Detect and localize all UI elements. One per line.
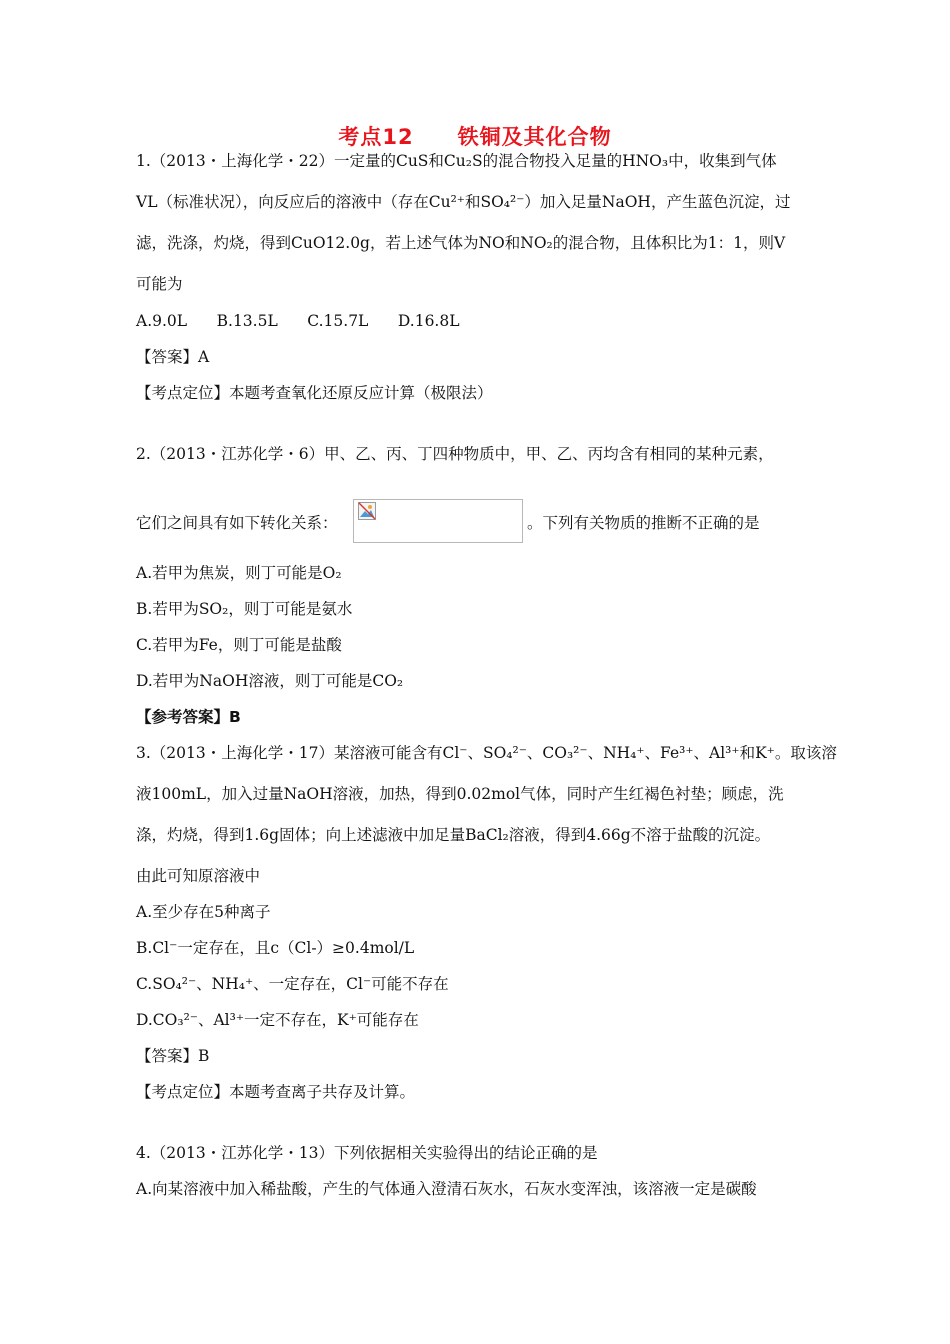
q3-option-b: B.Cl⁻一定存在，且c（Cl-）≥0.4mol/L [136, 939, 415, 957]
q2-option-d: D.若甲为NaOH溶液，则丁可能是CO₂ [136, 672, 404, 690]
q1-point: 【考点定位】本题考查氧化还原反应计算（极限法） [136, 384, 493, 402]
q3-line-4: 由此可知原溶液中 [136, 867, 261, 885]
q2-line-2b: 。下列有关物质的推断不正确的是 [527, 514, 760, 532]
q3-option-a: A.至少存在5种离子 [136, 903, 271, 921]
title-label: 考点12 [338, 125, 414, 149]
q1-line-4: 可能为 [136, 275, 183, 293]
q1-options: A.9.0L B.13.5L C.15.7L D.16.8L [136, 312, 460, 330]
q2-option-b: B.若甲为SO₂，则丁可能是氨水 [136, 600, 353, 618]
q4-option-a: A.向某溶液中加入稀盐酸，产生的气体通入澄清石灰水，石灰水变浑浊，该溶液一定是碳酸 [136, 1180, 757, 1198]
q1-answer: 【答案】A [136, 348, 210, 366]
q4-line-1: 4.（2013・江苏化学・13）下列依据相关实验得出的结论正确的是 [136, 1144, 598, 1162]
q1-line-3: 滤，洗涤，灼烧，得到CuO12.0g，若上述气体为NO和NO₂的混合物，且体积比为1：1，则V [136, 234, 786, 252]
q2-line-2a: 它们之间具有如下转化关系： [136, 514, 338, 532]
q3-point: 【考点定位】本题考查离子共存及计算。 [136, 1083, 416, 1101]
q1-line-2: VL（标准状况），向反应后的溶液中（存在Cu²⁺和SO₄²⁻）加入足量NaOH，产生蓝色沉淀，过 [136, 193, 791, 211]
q2-answer: 【参考答案】B [136, 708, 241, 726]
q3-option-d: D.CO₃²⁻、Al³⁺一定不存在，K⁺可能存在 [136, 1011, 419, 1029]
q3-line-2: 液100mL，加入过量NaOH溶液，加热，得到0.02mol气体，同时产生红褐色衬垫；顾虑，洗 [136, 785, 784, 803]
page-title [0, 121, 950, 151]
conversion-diagram-image [353, 499, 523, 543]
q3-answer: 【答案】B [136, 1047, 210, 1065]
q2-option-a: A.若甲为焦炭，则丁可能是O₂ [136, 564, 342, 582]
title-topic: 铁铜及其化合物 [457, 125, 612, 149]
q3-line-3: 涤，灼烧，得到1.6g固体；向上述滤液中加足量BaCl₂溶液，得到4.66g不溶于盐酸的沉淀。 [136, 826, 771, 844]
broken-image-icon [358, 502, 376, 520]
q2-line-1: 2.（2013・江苏化学・6）甲、乙、丙、丁四种物质中，甲、乙、丙均含有相同的某种元素， [136, 445, 774, 463]
q1-line-1: 1.（2013・上海化学・22）一定量的CuS和Cu₂S的混合物投入足量的HNO₃中，收集到气体 [136, 152, 777, 170]
q2-option-c: C.若甲为Fe，则丁可能是盐酸 [136, 636, 342, 654]
q3-line-1: 3.（2013・上海化学・17）某溶液可能含有Cl⁻、SO₄²⁻、CO₃²⁻、NH₄⁺、Fe³⁺、Al³⁺和K⁺。取该溶 [136, 744, 837, 762]
q3-option-c: C.SO₄²⁻、NH₄⁺、一定存在，Cl⁻可能不存在 [136, 975, 449, 993]
